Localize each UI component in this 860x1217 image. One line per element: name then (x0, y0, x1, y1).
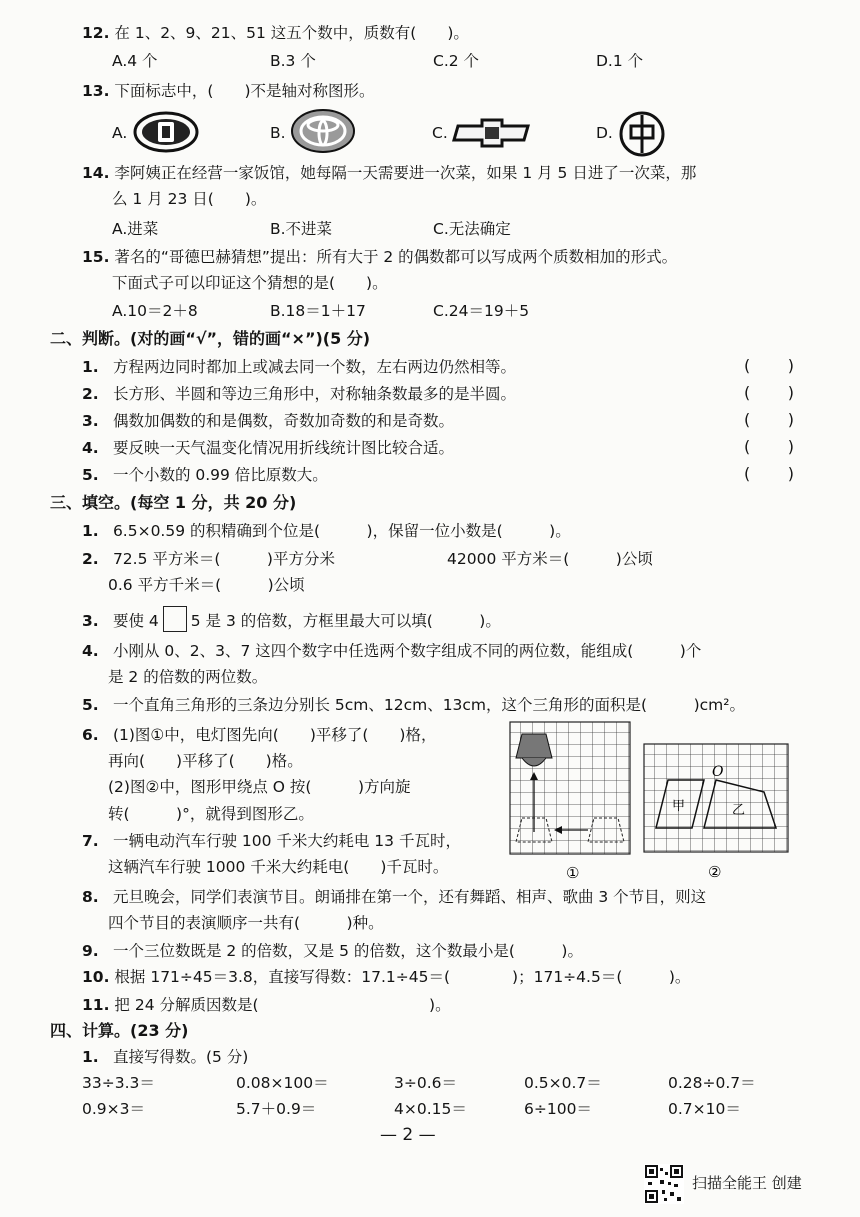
item-text: 一个直角三角形的三条边分别长 5cm、12cm、13cm，这个三角形的面积是( )cm²。 (112, 696, 745, 714)
paren-right: ) (787, 437, 794, 456)
answer-paren[interactable] (744, 356, 794, 375)
item-text-line1: 小刚从 0、2、3、7 这四个数字中任选两个数字组成不同的两位数，能组成( )个 (112, 642, 702, 660)
item-text-post: 5 是 3 的倍数，方框里最大可以填( )。 (190, 612, 501, 630)
answer-paren[interactable] (744, 383, 794, 402)
paren-right: ) (787, 410, 794, 429)
logo-a-icon (132, 110, 200, 154)
digit-box[interactable] (163, 606, 187, 632)
answer-paren[interactable] (744, 410, 794, 429)
option-a[interactable]: A.10＝2＋8 (112, 302, 198, 320)
question-13 (82, 80, 375, 102)
item-text-line2: 再向( )平移了( )格。 (108, 752, 303, 770)
calc-expression[interactable]: 0.7×10＝ (668, 1100, 741, 1118)
option-c[interactable]: C.24＝19＋5 (433, 302, 530, 320)
judge-item-5 (82, 464, 328, 486)
item-number: 2. (82, 550, 99, 568)
judge-item-1 (82, 356, 516, 378)
calc-expression[interactable]: 5.7＋0.9＝ (236, 1100, 317, 1118)
paren-left: ( (744, 410, 751, 429)
figure-1-grid (508, 720, 632, 900)
item-number: 9. (82, 942, 99, 960)
item-number: 4. (82, 439, 99, 457)
judge-item-4 (82, 437, 454, 459)
item-text: 要反映一天气温变化情况用折线统计图比较合适。 (112, 439, 454, 457)
item-number: 11. (82, 996, 110, 1014)
item-text: 长方形、半圆和等边三角形中，对称轴条数最多的是半圆。 (112, 385, 516, 403)
calc-expression[interactable]: 33÷3.3＝ (82, 1074, 155, 1092)
item-number: 2. (82, 385, 99, 403)
item-number: 3. (82, 612, 99, 630)
item-number: 5. (82, 696, 99, 714)
bowtie-logo-icon (452, 118, 532, 148)
item-text-line1: 一辆电动汽车行驶 100 千米大约耗电 13 千瓦时， (112, 832, 461, 850)
option-b[interactable]: B. (270, 124, 286, 142)
question-stem: 下面标志中，( )不是轴对称图形。 (114, 82, 375, 100)
question-15 (82, 246, 677, 268)
question-number: 13. (82, 82, 110, 100)
calc-expression[interactable]: 0.08×100＝ (236, 1074, 329, 1092)
option-a[interactable]: A.进菜 (112, 220, 159, 238)
item-number: 5. (82, 466, 99, 484)
item-number: 6. (82, 726, 99, 744)
calc-subquestion-1 (82, 1046, 248, 1068)
fill-item-9 (82, 940, 583, 962)
fill-item-4 (82, 640, 701, 662)
item-text-c: 0.6 平方千米＝( )公顷 (108, 576, 305, 594)
paren-left: ( (744, 383, 751, 402)
item-text-line4: 转( )°，就得到图形乙。 (108, 805, 314, 823)
option-c[interactable]: C.2 个 (433, 52, 480, 70)
paren-left: ( (744, 437, 751, 456)
figure-2-grid (642, 742, 802, 882)
calc-expression[interactable]: 3÷0.6＝ (394, 1074, 457, 1092)
item-number: 4. (82, 642, 99, 660)
section-title-fill: 三、填空。(每空 1 分，共 20 分) (50, 493, 297, 512)
option-b[interactable]: B.18＝1＋17 (270, 302, 366, 320)
circle-logo-icon (618, 110, 666, 158)
option-d[interactable]: D.1 个 (596, 52, 644, 70)
question-14 (82, 162, 696, 184)
item-number: 8. (82, 888, 99, 906)
option-a[interactable]: A.4 个 (112, 52, 158, 70)
item-number: 3. (82, 412, 99, 430)
section-title-calc: 四、计算。(23 分) (50, 1021, 189, 1040)
paren-left: ( (744, 356, 751, 375)
figure-1-label: ① (566, 864, 580, 882)
question-number: 15. (82, 248, 110, 266)
item-text: 一个三位数既是 2 的倍数，又是 5 的倍数，这个数最小是( )。 (112, 942, 583, 960)
item-text-line3: (2)图②中，图形甲绕点 O 按( )方向旋 (108, 778, 411, 796)
item-text: 方程两边同时都加上或减去同一个数，左右两边仍然相等。 (112, 358, 516, 376)
item-text: 根据 171÷45＝3.8，直接写得数：17.1÷45＝( )；171÷4.5＝( )。 (114, 968, 691, 986)
fill-item-5 (82, 694, 745, 716)
paren-right: ) (787, 356, 794, 375)
calc-expression[interactable]: 0.9×3＝ (82, 1100, 145, 1118)
fill-item-2 (82, 548, 335, 570)
calc-expression[interactable]: 0.5×0.7＝ (524, 1074, 602, 1092)
option-d[interactable]: D. (596, 124, 613, 142)
option-a[interactable]: A. (112, 124, 128, 142)
fill-item-3 (82, 606, 501, 632)
option-c[interactable]: C. (432, 124, 448, 142)
point-o-label: O (712, 764, 724, 780)
item-text-a: 72.5 平方米＝( )平方分米 (112, 550, 335, 568)
question-stem-line2: 么 1 月 23 日( )。 (112, 190, 267, 208)
item-text-pre: 要使 4 (112, 612, 159, 630)
calc-expression[interactable]: 4×0.15＝ (394, 1100, 467, 1118)
option-b[interactable]: B.不进菜 (270, 220, 333, 238)
question-number: 14. (82, 164, 110, 182)
paren-right: ) (787, 464, 794, 483)
item-text-line1: (1)图①中，电灯图先向( )平移了( )格， (112, 726, 437, 744)
scanner-watermark: 扫描全能王 创建 (692, 1174, 802, 1192)
item-text-line1: 元旦晚会，同学们表演节目。朗诵排在第一个，还有舞蹈、相声、歌曲 3 个节目，则这 (112, 888, 707, 906)
item-text-b: 42000 平方米＝( )公顷 (447, 550, 653, 568)
item-number: 1. (82, 522, 99, 540)
fill-item-7 (82, 830, 461, 852)
judge-item-3 (82, 410, 454, 432)
item-number: 1. (82, 358, 99, 376)
fill-item-1 (82, 520, 571, 542)
fill-item-8 (82, 886, 706, 908)
shape-yi-label: 乙 (732, 803, 746, 818)
fill-item-10 (82, 966, 690, 988)
section-title-judge: 二、判断。(对的画“√”，错的画“×”)(5 分) (50, 329, 371, 348)
item-text-line2: 四个节目的表演顺序一共有( )种。 (108, 914, 384, 932)
item-text: 偶数加偶数的和是偶数，奇数加奇数的和是奇数。 (112, 412, 454, 430)
item-text: 把 24 分解质因数是( )。 (114, 996, 451, 1014)
item-text-line2: 这辆汽车行驶 1000 千米大约耗电( )千瓦时。 (108, 858, 449, 876)
shape-jia-label: 甲 (672, 799, 686, 814)
toyota-logo-icon (290, 108, 356, 154)
question-stem-line1: 著名的“哥德巴赫猜想”提出：所有大于 2 的偶数都可以写成两个质数相加的形式。 (114, 248, 678, 266)
item-number: 10. (82, 968, 110, 986)
item-text: 一个小数的 0.99 倍比原数大。 (112, 466, 328, 484)
page-number: — 2 — (380, 1125, 436, 1145)
answer-paren[interactable] (744, 437, 794, 456)
item-text-line2: 是 2 的倍数的两位数。 (108, 668, 268, 686)
question-stem: 在 1、2、9、21、51 这五个数中，质数有( )。 (114, 24, 469, 42)
question-12 (82, 22, 469, 44)
answer-paren[interactable] (744, 464, 794, 483)
item-text: 6.5×0.59 的积精确到个位是( )，保留一位小数是( )。 (112, 522, 571, 540)
item-text: 直接写得数。(5 分) (112, 1048, 249, 1066)
item-number: 7. (82, 832, 99, 850)
option-b[interactable]: B.3 个 (270, 52, 316, 70)
qr-code-icon (644, 1164, 684, 1204)
question-stem-line2: 下面式子可以印证这个猜想的是( )。 (112, 274, 388, 292)
judge-item-2 (82, 383, 516, 405)
paren-left: ( (744, 464, 751, 483)
fill-item-6 (82, 724, 436, 746)
question-number: 12. (82, 24, 110, 42)
calc-expression[interactable]: 0.28÷0.7＝ (668, 1074, 756, 1092)
fill-item-11 (82, 994, 451, 1016)
item-number: 1. (82, 1048, 99, 1066)
figure-2-label: ② (708, 863, 722, 881)
option-c[interactable]: C.无法确定 (433, 220, 511, 238)
calc-expression[interactable]: 6÷100＝ (524, 1100, 592, 1118)
paren-right: ) (787, 383, 794, 402)
question-stem-line1: 李阿姨正在经营一家饭馆，她每隔一天需要进一次菜，如果 1 月 5 日进了一次菜，那 (114, 164, 697, 182)
